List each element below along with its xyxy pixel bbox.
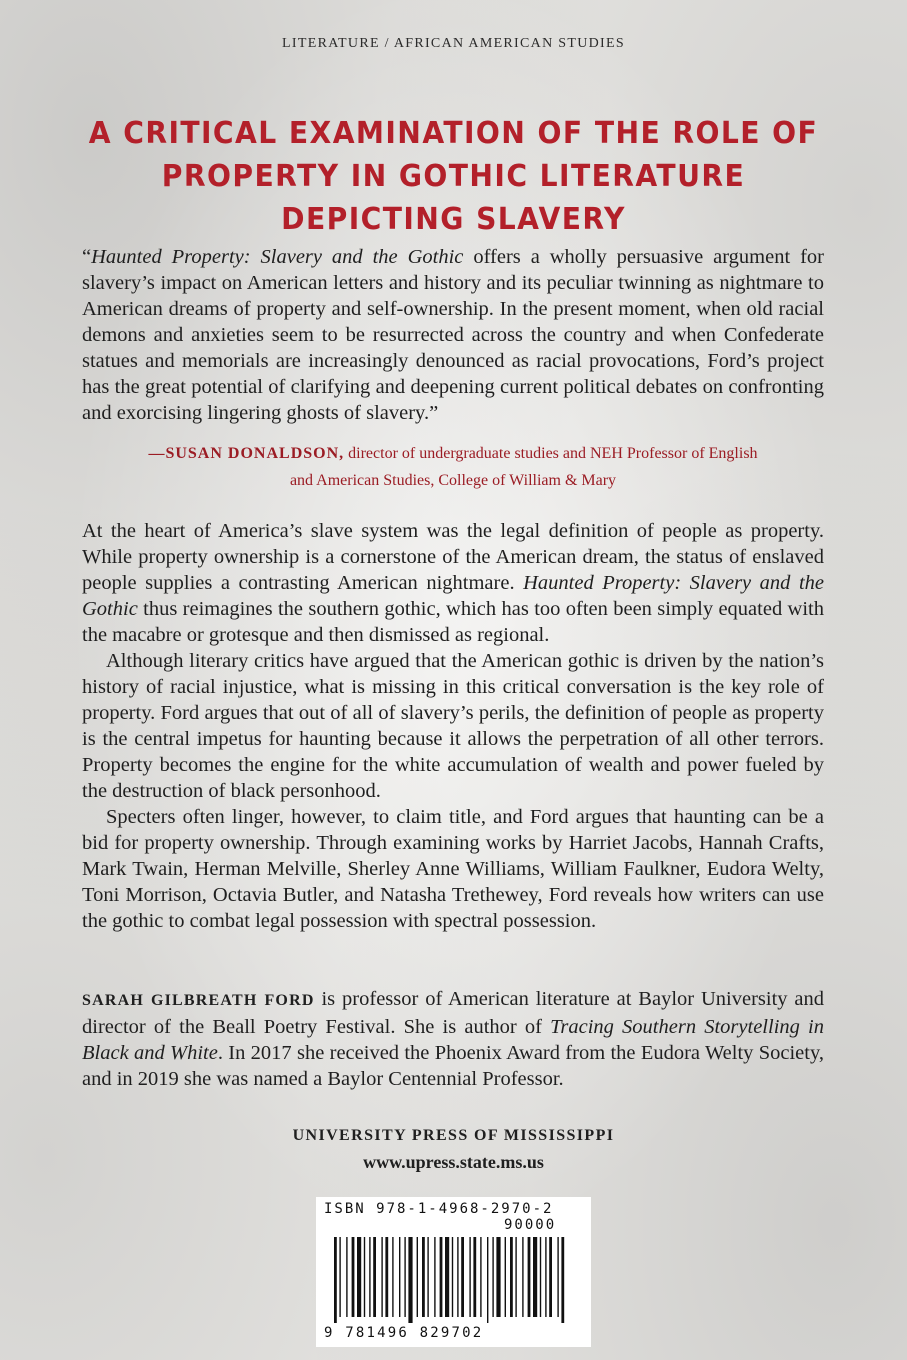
barcode-bar <box>445 1237 449 1317</box>
bio-book-title: Tracing Southern Storytelling in Black and White <box>82 1016 824 1064</box>
barcode-bar <box>385 1237 388 1317</box>
description-paragraph-3: Specters often linger, however, to claim title, and Ford argues that haunting can be a bid for property ownership. Through examining works by Harriet Jacobs, Hannah Crafts, Mark Twain, Herman Melville, Sherley Anne Williams, William Faulkner, Eudora Welty, Toni Morrison, Octavia Butler, and Natasha Trethewey, Ford reveals how writers can use the gothic to combat legal possession with spectral possession. <box>82 806 824 932</box>
price-code: 90000 <box>504 1217 557 1233</box>
barcode-bar <box>404 1237 405 1317</box>
quote-open-mark: “ <box>82 246 92 268</box>
author-name: SARAH GILBREATH FORD <box>82 992 315 1009</box>
author-bio: SARAH GILBREATH FORD is professor of American literature at Baylor University and director of the Beall Poetry Festival. She is author of Tracing Southern Storytelling in Black and White. In 2017 she received the Phoenix Award from the Eudora Welty Society, and in 2019 she was named a Baylor Centennial Professor. <box>82 988 825 1090</box>
quote-book-title: Haunted Property: Slavery and the Gothic <box>91 246 464 268</box>
barcode-bar <box>496 1237 500 1317</box>
barcode-bar <box>522 1237 523 1317</box>
barcode-bars <box>334 1237 574 1323</box>
attribution-name: —SUSAN DONALDSON, <box>148 445 345 462</box>
endorsement-quote <box>82 244 824 426</box>
barcode-bar <box>492 1237 493 1317</box>
barcode-bar <box>422 1237 425 1317</box>
barcode-bar <box>557 1237 558 1317</box>
barcode-bar <box>561 1237 564 1323</box>
barcode-bar <box>461 1237 464 1317</box>
barcode-bar <box>505 1237 506 1317</box>
isbn-label: ISBN 978-1-4968-2970-2 <box>324 1201 554 1217</box>
barcode-bar <box>469 1237 470 1317</box>
quote-attribution <box>82 440 824 494</box>
book-description <box>82 518 824 934</box>
description-paragraph-1: At the heart of America’s slave system was the legal definition of people as property. While property ownership is a cornerstone of the American dream, the status of enslaved people supplies a contrasting American nightmare. Haunted Property: Slavery and the Gothic thus reimagines the southern gothic, which has too often been simply equated with the macabre or grotesque and then dismissed as regional. <box>82 520 824 646</box>
category-label: LITERATURE / AFRICAN AMERICAN STUDIES <box>282 36 625 51</box>
barcode-bar <box>540 1237 541 1317</box>
barcode-bar <box>392 1237 393 1317</box>
barcode-bar <box>480 1237 481 1317</box>
barcode-bar <box>434 1237 435 1317</box>
description-paragraph-2: Although literary critics have argued that the American gothic is driven by the nation’s history of racial injustice, what is missing in this critical conversation is the key role of property. Ford argues that out of all of slavery’s perils, the definition of people as property is the central impetus for haunting because it allows the perpetration of all other terrors. Property becomes the engine for the white accumulation of wealth and power fueled by the destruction of black personhood. <box>82 650 824 802</box>
barcode-digits: 9 781496 829702 <box>324 1325 484 1341</box>
publisher-name: UNIVERSITY PRESS OF MISSISSIPPI <box>292 1127 615 1144</box>
attribution-line-2: and American Studies, College of William & Mary <box>289 472 617 489</box>
barcode-bar <box>487 1237 488 1323</box>
barcode-bar <box>510 1237 513 1317</box>
attribution-line-1: director of undergraduate studies and NEH Professor of English <box>344 445 758 462</box>
barcode-bar <box>399 1237 400 1317</box>
barcode-bar <box>473 1237 476 1317</box>
barcode-bar <box>417 1237 418 1317</box>
barcode-bar <box>457 1237 458 1317</box>
publisher-website: www.upress.state.ms.us <box>363 1152 544 1172</box>
barcode-bar <box>440 1237 443 1317</box>
barcode-bar <box>352 1237 355 1317</box>
barcode-bar <box>346 1237 347 1317</box>
headline: A CRITICAL EXAMINATION OF THE ROLE OF PROPERTY IN GOTHIC LITERATURE DEPICTING SLAVERY <box>88 116 819 237</box>
barcode-bar <box>408 1237 412 1323</box>
barcode-bar <box>373 1237 376 1317</box>
barcode-bar <box>452 1237 453 1317</box>
barcode-bar <box>515 1237 516 1317</box>
barcode-bar <box>364 1237 365 1317</box>
barcode-bar <box>381 1237 382 1317</box>
barcode-bar <box>339 1237 340 1317</box>
barcode-bar <box>334 1237 337 1323</box>
barcode-bar <box>427 1237 428 1317</box>
barcode-bar <box>533 1237 537 1317</box>
barcode-bar <box>545 1237 546 1317</box>
barcode-bar <box>549 1237 552 1317</box>
barcode-bar <box>369 1237 370 1317</box>
quote-text: offers a wholly persuasive argument for slavery’s impact on American letters and history and its peculiar twinning as nightmare to American dreams of property and self-ownership. In the present moment, when old racial demons and anxieties seem to be resurrected across the country and when Confederate statues and memorials are increasingly denounced as racial provocations, Ford’s project has the great potential of clarifying and deepening current political debates on confronting and exorcising lingering ghosts of slavery.” <box>82 246 824 424</box>
isbn-barcode <box>316 1197 591 1347</box>
barcode-bar <box>528 1237 531 1317</box>
description-book-title: Haunted Property: Slavery and the Gothic <box>82 572 824 620</box>
barcode-bar <box>357 1237 361 1317</box>
